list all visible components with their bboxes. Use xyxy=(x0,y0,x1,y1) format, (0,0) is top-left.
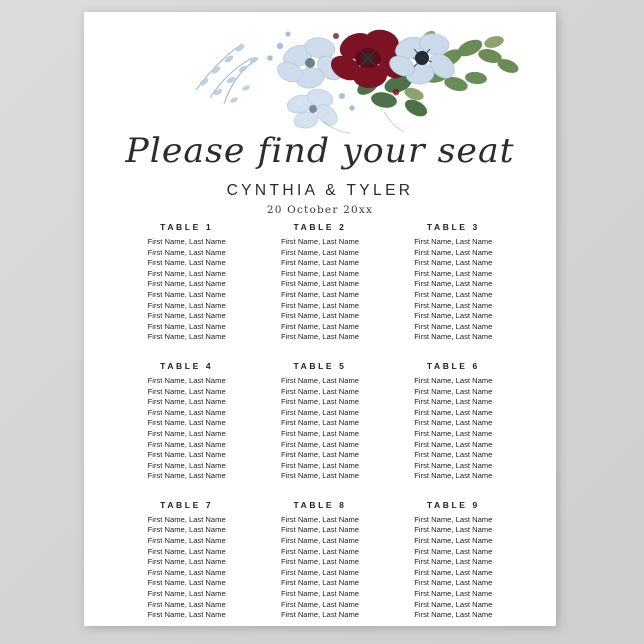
guest-row: First Name, Last Name xyxy=(280,300,360,310)
guest-row: First Name, Last Name xyxy=(414,300,493,310)
guest-row: First Name, Last Name xyxy=(414,536,493,546)
table-block-6 xyxy=(391,361,516,482)
guest-row: First Name, Last Name xyxy=(414,321,493,331)
guest-row: First Name, Last Name xyxy=(147,599,226,609)
guest-row: First Name, Last Name xyxy=(147,418,226,428)
guest-row: First Name, Last Name xyxy=(280,471,360,481)
guest-row: First Name, Last Name xyxy=(147,247,226,257)
guest-row: First Name, Last Name xyxy=(414,268,493,278)
guest-row: First Name, Last Name xyxy=(147,546,226,556)
table-block-9 xyxy=(391,500,516,621)
guest-row: First Name, Last Name xyxy=(280,428,360,438)
guest-row: First Name, Last Name xyxy=(414,514,493,524)
guest-row: First Name, Last Name xyxy=(414,289,493,299)
table-block-4 xyxy=(124,361,249,482)
guest-row: First Name, Last Name xyxy=(280,557,360,567)
guest-row: First Name, Last Name xyxy=(280,279,360,289)
table-block-5 xyxy=(257,361,382,482)
guest-row: First Name, Last Name xyxy=(414,237,493,246)
guest-row: First Name, Last Name xyxy=(147,525,226,535)
table-title: TABLE 9 xyxy=(426,499,480,510)
table-title: TABLE 4 xyxy=(160,360,214,371)
guest-row: First Name, Last Name xyxy=(147,450,226,460)
guest-row: First Name, Last Name xyxy=(147,237,226,246)
table-title: TABLE 5 xyxy=(293,360,347,371)
guest-row: First Name, Last Name xyxy=(280,439,360,449)
table-block-3 xyxy=(391,222,516,343)
guest-row: First Name, Last Name xyxy=(280,237,360,246)
guest-row: First Name, Last Name xyxy=(414,407,493,417)
table-title: TABLE 3 xyxy=(426,222,480,232)
table-block-7 xyxy=(124,500,249,621)
guest-row: First Name, Last Name xyxy=(414,279,493,289)
guest-row: First Name, Last Name xyxy=(147,536,226,546)
guest-row: First Name, Last Name xyxy=(414,418,493,428)
guest-row: First Name, Last Name xyxy=(147,589,226,599)
guest-row: First Name, Last Name xyxy=(280,386,360,396)
guest-row: First Name, Last Name xyxy=(280,268,360,278)
floral-header-illustration xyxy=(84,12,556,134)
guest-row: First Name, Last Name xyxy=(414,589,493,599)
guest-row: First Name, Last Name xyxy=(280,418,360,428)
table-title: TABLE 7 xyxy=(160,499,214,510)
guest-row: First Name, Last Name xyxy=(147,375,226,385)
guest-row: First Name, Last Name xyxy=(147,428,226,438)
table-block-1 xyxy=(124,222,249,343)
guest-row: First Name, Last Name xyxy=(147,258,226,268)
guest-row: First Name, Last Name xyxy=(280,311,360,321)
guest-row: First Name, Last Name xyxy=(280,546,360,556)
guest-row: First Name, Last Name xyxy=(414,557,493,567)
guest-row: First Name, Last Name xyxy=(414,386,493,396)
guest-row: First Name, Last Name xyxy=(280,599,360,609)
guest-row: First Name, Last Name xyxy=(147,289,226,299)
event-date: 20 October 20xx xyxy=(266,204,374,216)
guest-row: First Name, Last Name xyxy=(414,578,493,588)
guest-row: First Name, Last Name xyxy=(280,258,360,268)
guest-row: First Name, Last Name xyxy=(414,397,493,407)
guest-row: First Name, Last Name xyxy=(414,546,493,556)
seating-table-grid xyxy=(124,222,516,621)
guest-row: First Name, Last Name xyxy=(280,589,360,599)
guest-row: First Name, Last Name xyxy=(147,279,226,289)
guest-row: First Name, Last Name xyxy=(147,397,226,407)
guest-row: First Name, Last Name xyxy=(414,567,493,577)
guest-row: First Name, Last Name xyxy=(414,375,493,385)
guest-row: First Name, Last Name xyxy=(147,439,226,449)
guest-row: First Name, Last Name xyxy=(147,311,226,321)
guest-row: First Name, Last Name xyxy=(414,311,493,321)
page-title-script: Please find your seat xyxy=(125,131,515,171)
guest-row: First Name, Last Name xyxy=(147,268,226,278)
guest-row: First Name, Last Name xyxy=(280,397,360,407)
guest-row: First Name, Last Name xyxy=(147,557,226,567)
guest-row: First Name, Last Name xyxy=(414,460,493,470)
guest-row: First Name, Last Name xyxy=(147,332,226,342)
guest-row: First Name, Last Name xyxy=(280,332,360,342)
guest-row: First Name, Last Name xyxy=(414,439,493,449)
guest-row: First Name, Last Name xyxy=(280,407,360,417)
guest-row: First Name, Last Name xyxy=(147,610,226,620)
guest-row: First Name, Last Name xyxy=(414,332,493,342)
guest-row: First Name, Last Name xyxy=(147,471,226,481)
guest-row: First Name, Last Name xyxy=(280,375,360,385)
guest-row: First Name, Last Name xyxy=(280,610,360,620)
guest-row: First Name, Last Name xyxy=(280,525,360,535)
guest-row: First Name, Last Name xyxy=(147,321,226,331)
guest-row: First Name, Last Name xyxy=(414,247,493,257)
guest-row: First Name, Last Name xyxy=(280,460,360,470)
table-title: TABLE 2 xyxy=(293,222,347,232)
guest-row: First Name, Last Name xyxy=(147,386,226,396)
guest-row: First Name, Last Name xyxy=(147,514,226,524)
guest-row: First Name, Last Name xyxy=(280,321,360,331)
guest-row: First Name, Last Name xyxy=(147,567,226,577)
guest-row: First Name, Last Name xyxy=(414,471,493,481)
guest-row: First Name, Last Name xyxy=(280,450,360,460)
guest-row: First Name, Last Name xyxy=(414,258,493,268)
seating-chart-poster xyxy=(84,12,556,626)
guest-row: First Name, Last Name xyxy=(414,428,493,438)
guest-row: First Name, Last Name xyxy=(147,407,226,417)
guest-row: First Name, Last Name xyxy=(414,599,493,609)
guest-row: First Name, Last Name xyxy=(280,289,360,299)
guest-row: First Name, Last Name xyxy=(147,460,226,470)
guest-row: First Name, Last Name xyxy=(280,536,360,546)
guest-row: First Name, Last Name xyxy=(280,567,360,577)
couple-names: CYNTHIA & TYLER xyxy=(226,182,414,199)
guest-row: First Name, Last Name xyxy=(147,578,226,588)
guest-row: First Name, Last Name xyxy=(414,525,493,535)
guest-row: First Name, Last Name xyxy=(414,450,493,460)
table-title: TABLE 8 xyxy=(293,499,347,510)
guest-row: First Name, Last Name xyxy=(147,300,226,310)
guest-row: First Name, Last Name xyxy=(280,578,360,588)
table-title: TABLE 6 xyxy=(426,360,480,371)
guest-row: First Name, Last Name xyxy=(280,247,360,257)
guest-row: First Name, Last Name xyxy=(414,610,493,620)
table-title: TABLE 1 xyxy=(160,222,214,232)
table-block-8 xyxy=(257,500,382,621)
table-block-2 xyxy=(257,222,382,343)
guest-row: First Name, Last Name xyxy=(280,514,360,524)
